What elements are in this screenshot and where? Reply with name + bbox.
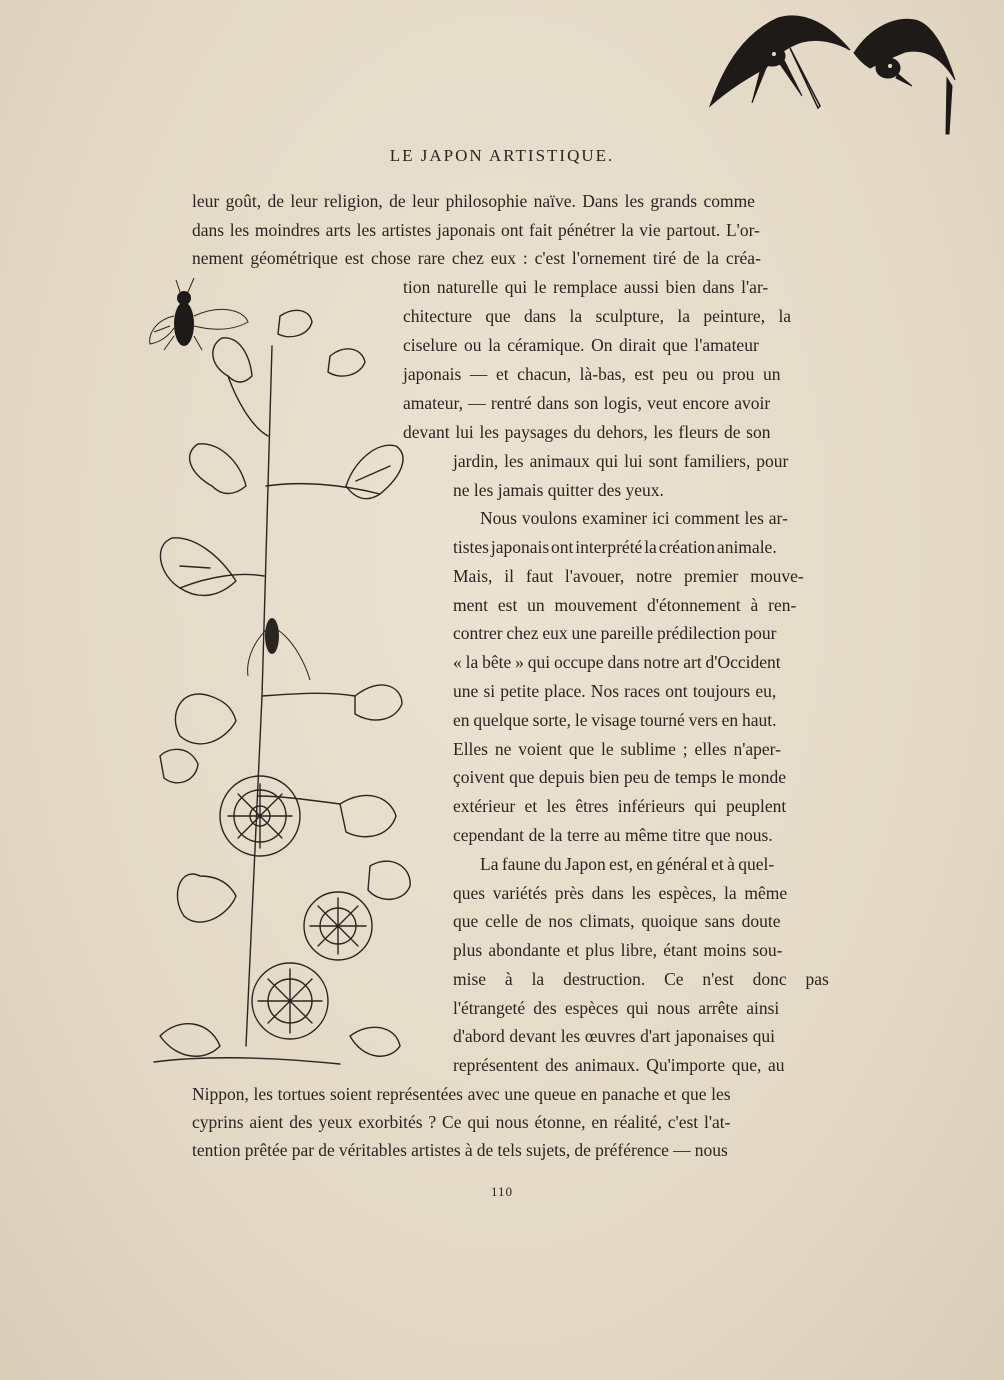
body-line: cyprins aient des yeux exorbités ? Ce qui nous étonne, en réalité, c'est l'at-	[192, 1112, 731, 1132]
swallows-illustration	[700, 8, 970, 138]
page-number: 110	[490, 1184, 514, 1199]
body-line: une si petite place. Nos races ont toujours eu,	[453, 681, 777, 701]
body-line: La faune du Japon est, en général et à quel-	[480, 854, 775, 874]
body-line: amateur, — rentré dans son logis, veut encore avoir	[403, 393, 771, 413]
body-line: tion naturelle qui le remplace aussi bien dans l'ar-	[403, 277, 769, 297]
body-line: Nous voulons examiner ici comment les ar-	[480, 508, 788, 528]
body-line: jardin, les animaux qui lui sont familiers, pour	[453, 451, 789, 471]
body-line: représentent des animaux. Qu'importe que, au	[453, 1055, 785, 1075]
body-line: dans les moindres arts les artistes japonais ont fait pénétrer la vie partout. L'or-	[192, 220, 760, 240]
body-line: Nippon, les tortues soient représentées avec une queue en panache et que les	[192, 1084, 731, 1104]
body-line: ne les jamais quitter des yeux.	[453, 480, 664, 500]
body-line: ques variétés près dans les espèces, la même	[453, 883, 788, 903]
body-line: ment est un mouvement d'étonnement à ren-	[453, 595, 797, 615]
body-line: « la bête » qui occupe dans notre art d'Occident	[453, 652, 781, 672]
body-line: cependant de la terre au même titre que nous.	[453, 825, 773, 845]
body-line: d'abord devant les œuvres d'art japonaises qui	[453, 1026, 776, 1046]
body-line: ciselure ou la céramique. On dirait que l'amateur	[403, 335, 759, 355]
body-line: chitecture que dans la sculpture, la peinture, la	[403, 306, 792, 326]
flowering-plant-illustration	[140, 276, 430, 1076]
body-line: l'étrangeté des espèces qui nous arrête ainsi	[453, 998, 780, 1018]
body-line: que celle de nos climats, quoique sans doute	[453, 911, 781, 931]
body-line: Mais, il faut l'avouer, notre premier mouve-	[453, 566, 804, 586]
body-line: contrer chez eux une pareille prédilection pour	[453, 623, 777, 643]
body-line: tention prêtée par de véritables artistes à de tels sujets, de préférence — nous	[192, 1140, 728, 1160]
body-line: tistes japonais ont interprété la création animale.	[453, 537, 777, 557]
running-header: LE JAPON ARTISTIQUE.	[389, 146, 615, 165]
body-line: plus abondante et plus libre, étant moins sou-	[453, 940, 783, 960]
body-line: Elles ne voient que le sublime ; elles n'aper-	[453, 739, 781, 759]
body-line: en quelque sorte, le visage tourné vers en haut.	[453, 710, 777, 730]
body-line: devant lui les paysages du dehors, les fleurs de son	[403, 422, 771, 442]
body-line: nement géométrique est chose rare chez eux : c'est l'ornement tiré de la créa-	[192, 248, 761, 268]
body-line: japonais — et chacun, là-bas, est peu ou prou un	[403, 364, 781, 384]
body-line: extérieur et les êtres inférieurs qui peuplent	[453, 796, 787, 816]
body-line: leur goût, de leur religion, de leur philosophie naïve. Dans les grands comme	[192, 191, 755, 211]
body-line: mise à la destruction. Ce n'est donc pas	[453, 969, 829, 989]
body-line: çoivent que depuis bien peu de temps le monde	[453, 767, 787, 787]
